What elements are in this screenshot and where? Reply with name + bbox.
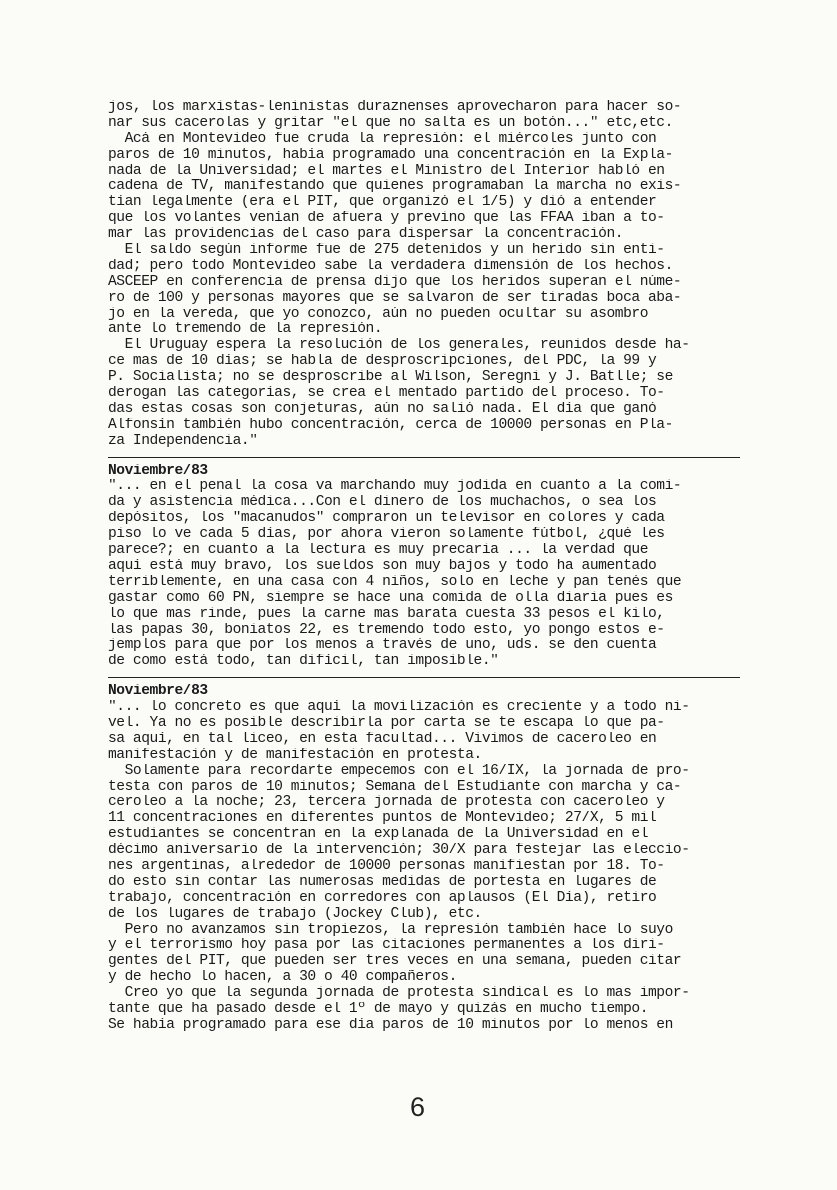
text-line: tante que ha pasado desde el 1º de mayo y quizás en mucho tiempo. — [108, 1001, 648, 1017]
text-line: "... lo concreto es que aquí la movilización es creciente y a todo ni- — [108, 700, 690, 716]
section-divider — [108, 677, 740, 678]
text-line: El Uruguay espera la resolución de los generales, reunidos desde ha- — [108, 338, 690, 354]
section-letter-excerpt-3 — [108, 684, 740, 1034]
text-line: ce mas de 10 días; se habla de desproscripciones, del PDC, la 99 y — [108, 354, 657, 370]
text-line: gastar como 60 PN, siempre se hace una comida de olla diaria pues es — [108, 590, 673, 606]
text-line: testa con paros de 10 minutos; Semana del Estudiante con marcha y ca- — [108, 779, 682, 795]
text-line: manifestación y de manifestación en protesta. — [108, 747, 482, 763]
text-line: gentes del PIT, que pueden ser tres veces en una semana, pueden citar — [108, 954, 682, 970]
text-line: de los lugares de trabajo (Jockey Club), etc. — [108, 906, 482, 922]
text-line: parece?; en cuanto a la lectura es muy precaria ... la verdad que — [108, 543, 648, 559]
section-heading: Noviembre/83 — [108, 684, 208, 700]
text-line: Acá en Montevideo fue cruda la represión: el miércoles junto con — [108, 131, 657, 147]
text-line: ante lo tremendo de la represión. — [108, 322, 383, 338]
text-line: ceroleo a la noche; 23, tercera jornada de protesta con caceroleo y — [108, 795, 665, 811]
text-line: paros de 10 minutos, había programado una concentración en la Expla- — [108, 147, 673, 163]
text-line: lo que mas rinde, pues la carne mas barata cuesta 33 pesos el kilo, — [108, 606, 665, 622]
text-line: cadena de TV, manifestando que quienes programaban la marcha no exis- — [108, 179, 682, 195]
text-line: que los volantes venían de afuera y previno que las FFAA iban a to- — [108, 211, 665, 227]
text-line: de como está todo, tan difícil, tan imposible." — [108, 654, 499, 670]
text-line: y de hecho lo hacen, a 30 o 40 compañeros. — [108, 970, 457, 986]
text-line: "... en el penal la cosa va marchando muy jodida en cuanto a la comi- — [108, 479, 682, 495]
text-line: 11 concentraciones en diferentes puntos de Montevideo; 27/X, 5 mil — [108, 811, 657, 827]
section-letter-excerpt-1 — [108, 100, 740, 450]
text-line: za Independencia." — [108, 433, 258, 449]
text-line: El saldo según informe fue de 275 detenidos y un herido sin enti- — [108, 243, 665, 259]
text-line: do esto sin contar las numerosas medidas de portesta en lugares de — [108, 874, 657, 890]
text-line: mar las providencias del caso para dispersar la concentración. — [108, 227, 624, 243]
text-line: vel. Ya no es posible describirla por carta se te escapa lo que pa- — [108, 715, 665, 731]
text-line: aquí está muy bravo, los sueldos son muy bajos y todo ha aumentado — [108, 558, 657, 574]
text-line: Solamente para recordarte empecemos con el 16/IX, la jornada de pro- — [108, 763, 690, 779]
text-line: Creo yo que la segunda jornada de protesta sindical es lo mas impor- — [108, 986, 690, 1002]
text-line: nes argentinas, alrededor de 10000 personas manifiestan por 18. To- — [108, 858, 665, 874]
text-line: estudiantes se concentran en la explanada de la Universidad en el — [108, 827, 648, 843]
typed-letter-page — [108, 100, 740, 1034]
text-line: jo en la vereda, que yo conozco, aún no pueden ocultar su asombro — [108, 306, 648, 322]
text-line: nar sus cacerolas y gritar "el que no salta es un botón..." etc,etc. — [108, 115, 673, 131]
text-line: Pero no avanzamos sin tropiezos, la represión también hace lo suyo — [108, 922, 673, 938]
text-line: ro de 100 y personas mayores que se salvaron de ser tiradas boca aba- — [108, 290, 682, 306]
text-line: P. Socialista; no se desproscribe al Wilson, Seregni y J. Batlle; se — [108, 370, 673, 386]
text-line: jemplos para que por los menos a través de uno, uds. se den cuenta — [108, 638, 657, 654]
text-line: y el terrorismo hoy pasa por las citaciones permanentes a los diri- — [108, 938, 665, 954]
page-number: 6 — [410, 1092, 426, 1122]
section-heading: Noviembre/83 — [108, 463, 208, 479]
text-line: da y asistencia médica...Con el dinero de los muchachos, o sea los — [108, 495, 657, 511]
text-line: dad; pero todo Montevideo sabe la verdadera dimensión de los hechos. — [108, 258, 673, 274]
text-line: jos, los marxistas-leninistas duraznenses aprovecharon para hacer so- — [108, 100, 682, 115]
text-line: Se había programado para ese día paros de 10 minutos por lo menos en — [108, 1017, 673, 1033]
text-line: tían legalmente (era el PIT, que organizó el 1/5) y dió a entender — [108, 195, 657, 211]
text-line: las papas 30, boniatos 22, es tremendo todo esto, yo pongo estos e- — [108, 622, 665, 638]
text-line: das estas cosas son conjeturas, aún no salió nada. El día que ganó — [108, 401, 657, 417]
text-line: ASCEEP en conferencia de prensa dijo que los heridos superan el núme- — [108, 274, 682, 290]
text-line: depósitos, los "macanudos" compraron un televisor en colores y cada — [108, 511, 665, 527]
text-line: sa aquí, en tal liceo, en esta facultad... Vivimos de caceroleo en — [108, 731, 657, 747]
text-line: piso lo ve cada 5 días, por ahora vieron solamente fútbol, ¿qué les — [108, 527, 665, 543]
text-line: trabajo, concentración en corredores con aplausos (El Día), retiro — [108, 890, 657, 906]
section-divider — [108, 457, 740, 458]
text-line: Alfonsín también hubo concentración, cerca de 10000 personas en Pla- — [108, 417, 673, 433]
text-line: derogan las categorías, se crea el mentado partido del proceso. To- — [108, 386, 665, 402]
section-letter-excerpt-2 — [108, 464, 740, 671]
text-line: nada de la Universidad; el martes el Ministro del Interior habló en — [108, 163, 665, 179]
text-line: décimo aniversario de la intervención; 30/X para festejar las eleccio- — [108, 843, 690, 859]
text-line: terriblemente, en una casa con 4 niños, solo en leche y pan tenés que — [108, 574, 682, 590]
